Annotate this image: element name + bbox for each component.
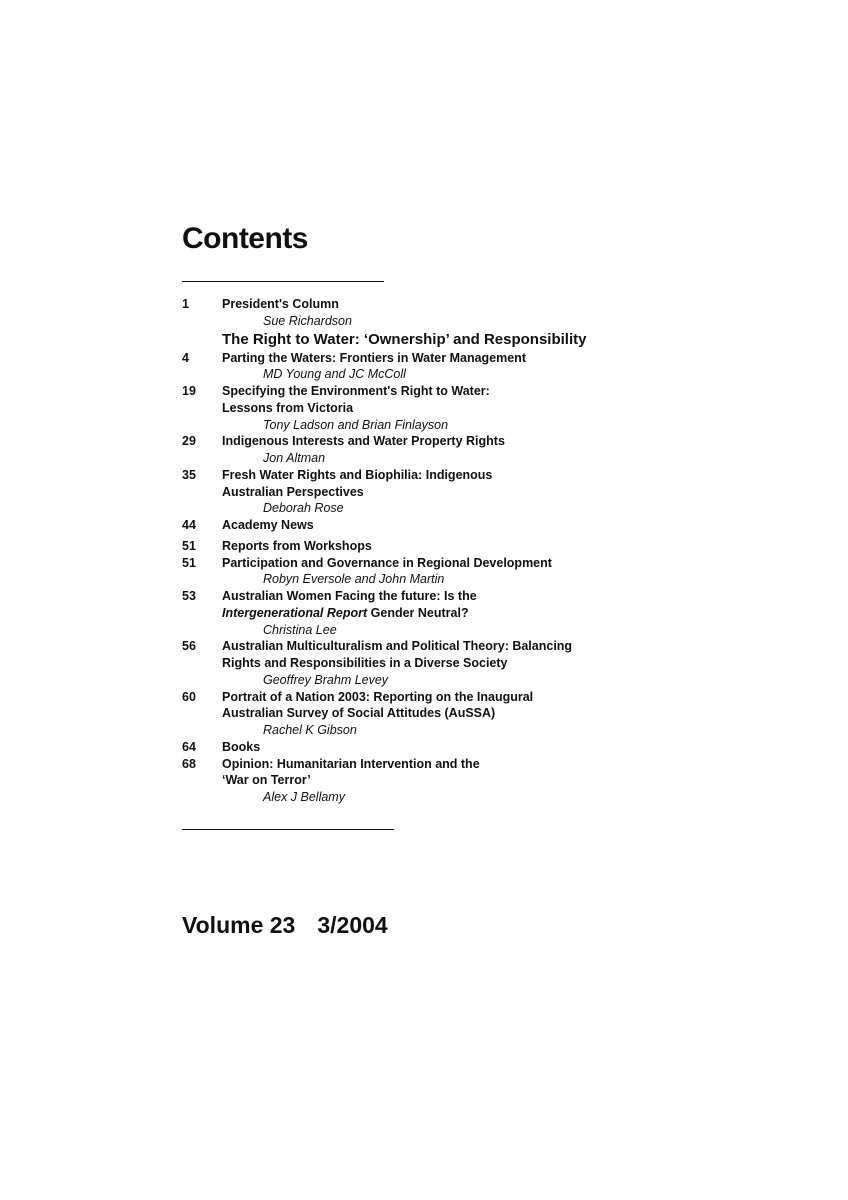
toc-title: ‘War on Terror’ (222, 773, 311, 788)
toc-page-number: 53 (182, 589, 196, 603)
toc-entry (182, 739, 802, 756)
toc-page-number: 29 (182, 434, 196, 449)
toc-entry (182, 296, 802, 313)
contents-list (182, 296, 802, 806)
toc-title: Reports from Workshops (222, 538, 372, 553)
toc-entry (182, 588, 802, 605)
toc-title: Opinion: Humanitarian Intervention and the (222, 756, 480, 771)
toc-author-name: Rachel K Gibson (263, 723, 357, 737)
volume-info (182, 912, 388, 939)
toc-entry (182, 638, 802, 655)
toc-title: Australian Perspectives (222, 484, 364, 499)
toc-page-number: 60 (182, 689, 196, 704)
toc-author-name: Tony Ladson and Brian Finlayson (263, 417, 449, 432)
toc-entry (182, 605, 802, 622)
toc-title: Portrait of a Nation 2003: Reporting on the Inaugural (222, 689, 534, 704)
toc-author (182, 313, 802, 330)
toc-author (182, 500, 802, 517)
toc-title: Fresh Water Rights and Biophilia: Indigenous (222, 467, 493, 482)
toc-author (182, 366, 802, 383)
toc-entry (182, 772, 802, 789)
toc-page-number: 35 (182, 467, 196, 482)
toc-entry (182, 350, 802, 367)
toc-entry (182, 655, 802, 672)
toc-entry (182, 383, 802, 400)
toc-title: Australian Multiculturalism and Political Theory: Balancing (222, 639, 573, 654)
toc-author (182, 417, 802, 434)
toc-title: President's Column (222, 297, 339, 311)
bottom-divider (182, 829, 394, 830)
toc-author (182, 571, 802, 588)
toc-author-name: Sue Richardson (263, 313, 352, 328)
toc-author (182, 672, 802, 689)
toc-author-name: Jon Altman (263, 451, 326, 465)
toc-author-name: Deborah Rose (263, 501, 344, 516)
toc-entry (182, 538, 802, 555)
toc-entry (182, 484, 802, 501)
toc-section-title: The Right to Water: ‘Ownership’ and Responsibility (222, 330, 587, 348)
toc-entry (182, 467, 802, 484)
toc-title: Rights and Responsibilities in a Diverse Society (222, 656, 508, 670)
toc-title-italic: Intergenerational Report (222, 605, 368, 620)
toc-page-number: 4 (182, 350, 189, 365)
toc-entry (182, 689, 802, 706)
toc-author (182, 722, 802, 739)
toc-entry (182, 705, 802, 722)
toc-title-rest: Gender Neutral? (367, 605, 469, 620)
toc-entry (182, 433, 802, 450)
page-title: Contents (182, 222, 308, 255)
toc-title: Indigenous Interests and Water Property Rights (222, 434, 505, 449)
toc-entry (182, 400, 802, 417)
toc-page-number: 56 (182, 639, 196, 654)
toc-title: Parting the Waters: Frontiers in Water Management (222, 350, 526, 365)
toc-entry (182, 555, 802, 572)
toc-page-number: 64 (182, 739, 196, 754)
toc-section-heading (182, 330, 802, 350)
toc-title: Australian Survey of Social Attitudes (AuSSA) (222, 706, 496, 721)
issue-label: 3/2004 (317, 912, 388, 938)
toc-page-number: 51 (182, 555, 196, 570)
toc-title: Books (222, 739, 261, 754)
toc-title (222, 605, 469, 622)
toc-entry (182, 517, 802, 534)
toc-page-number: 51 (182, 538, 196, 553)
toc-author-name: Christina Lee (263, 622, 337, 637)
toc-author (182, 450, 802, 467)
toc-title: Participation and Governance in Regional Development (222, 555, 552, 570)
toc-entry (182, 756, 802, 773)
toc-author-name: MD Young and JC McColl (263, 367, 406, 382)
toc-title: Australian Women Facing the future: Is the (222, 589, 477, 603)
toc-title: Lessons from Victoria (222, 400, 354, 415)
toc-page-number: 19 (182, 384, 196, 398)
toc-author (182, 622, 802, 639)
toc-author (182, 789, 802, 806)
toc-page-number: 68 (182, 756, 196, 771)
toc-author-name: Alex J Bellamy (263, 790, 345, 804)
volume-label: Volume 23 (182, 912, 296, 938)
top-divider (182, 281, 384, 282)
toc-page-number: 1 (182, 297, 189, 311)
toc-title: Academy News (222, 518, 314, 532)
toc-author-name: Robyn Eversole and John Martin (263, 572, 445, 587)
toc-title: Specifying the Environment's Right to Water: (222, 384, 490, 398)
toc-author-name: Geoffrey Brahm Levey (263, 672, 389, 687)
toc-page-number: 44 (182, 518, 196, 532)
